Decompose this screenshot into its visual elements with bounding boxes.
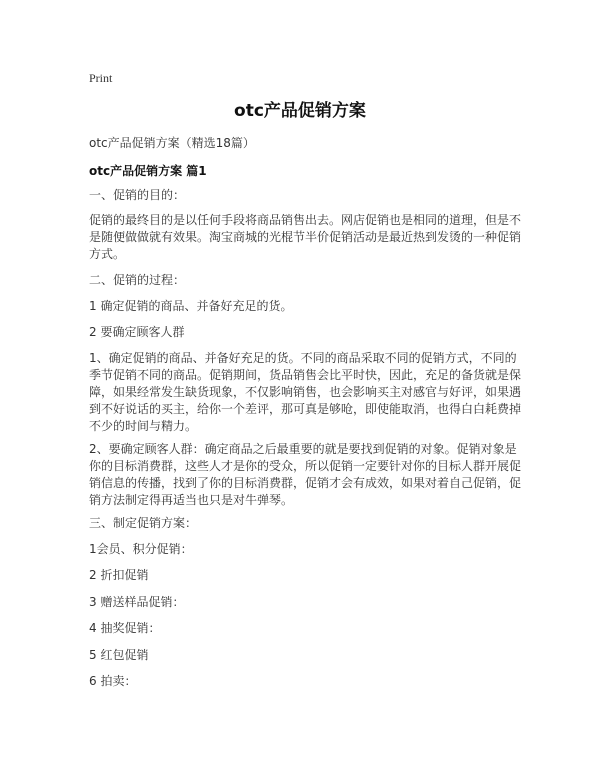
print-link[interactable]: Print — [89, 71, 113, 85]
paragraph-step-2: 2 要确定顾客人群 — [89, 325, 185, 339]
paragraph-process-heading: 二、促销的过程： — [89, 273, 186, 287]
paragraph-step-1-detail: 1、确定促销的商品、并备好充足的货。不同的商品采取不同的促销方式，不同的季节促销不同的商品。促销期间，货品销售会比平时快，因此，充足的备货就是保障，如果经常发生缺货现象，不仅影响销售，也会影响买主对感官与好评，如果遇到不好说话的买主，给你一个差评，那可真是够呛，即使能取消，也得白白耗费掉不少的时间与精力。 — [89, 351, 522, 433]
paragraph-purpose-body: 促销的最终目的是以任何手段将商品销售出去。网店促销也是相同的道理，但是不是随便做做就有效果。淘宝商城的光棍节半价促销活动是最近热到发烫的一种促销方式。 — [89, 213, 522, 261]
list-item-free-samples: 3 赠送样品促销： — [89, 595, 185, 609]
paragraph-plan-heading: 三、制定促销方案： — [89, 516, 198, 530]
list-item-discount: 2 折扣促销 — [89, 568, 149, 582]
paragraph-step-2-detail: 2、要确定顾客人群：确定商品之后最重要的就是要找到促销的对象。促销对象是你的目标消费群，这些人才是你的受众，所以促销一定要针对你的目标人群开展促销信息的传播，找到了你的目标消费群，促销才会有成效，如果对着自己促销，促销方法制定得再适当也只是对牛弹琴。 — [89, 442, 522, 507]
list-item-lottery: 4 抽奖促销： — [89, 621, 161, 635]
list-item-red-envelope: 5 红包促销 — [89, 648, 149, 662]
paragraph-step-1: 1 确定促销的商品、并备好充足的货。 — [89, 299, 293, 313]
document-subtitle: otc产品促销方案（精选18篇） — [89, 136, 255, 150]
paragraph-purpose-heading: 一、促销的目的： — [89, 188, 186, 202]
list-item-member-points: 1会员、积分促销： — [89, 542, 193, 556]
section-heading: otc产品促销方案 篇1 — [89, 164, 207, 178]
page-title: otc产品促销方案 — [234, 101, 366, 121]
list-item-auction: 6 拍卖： — [89, 674, 137, 688]
